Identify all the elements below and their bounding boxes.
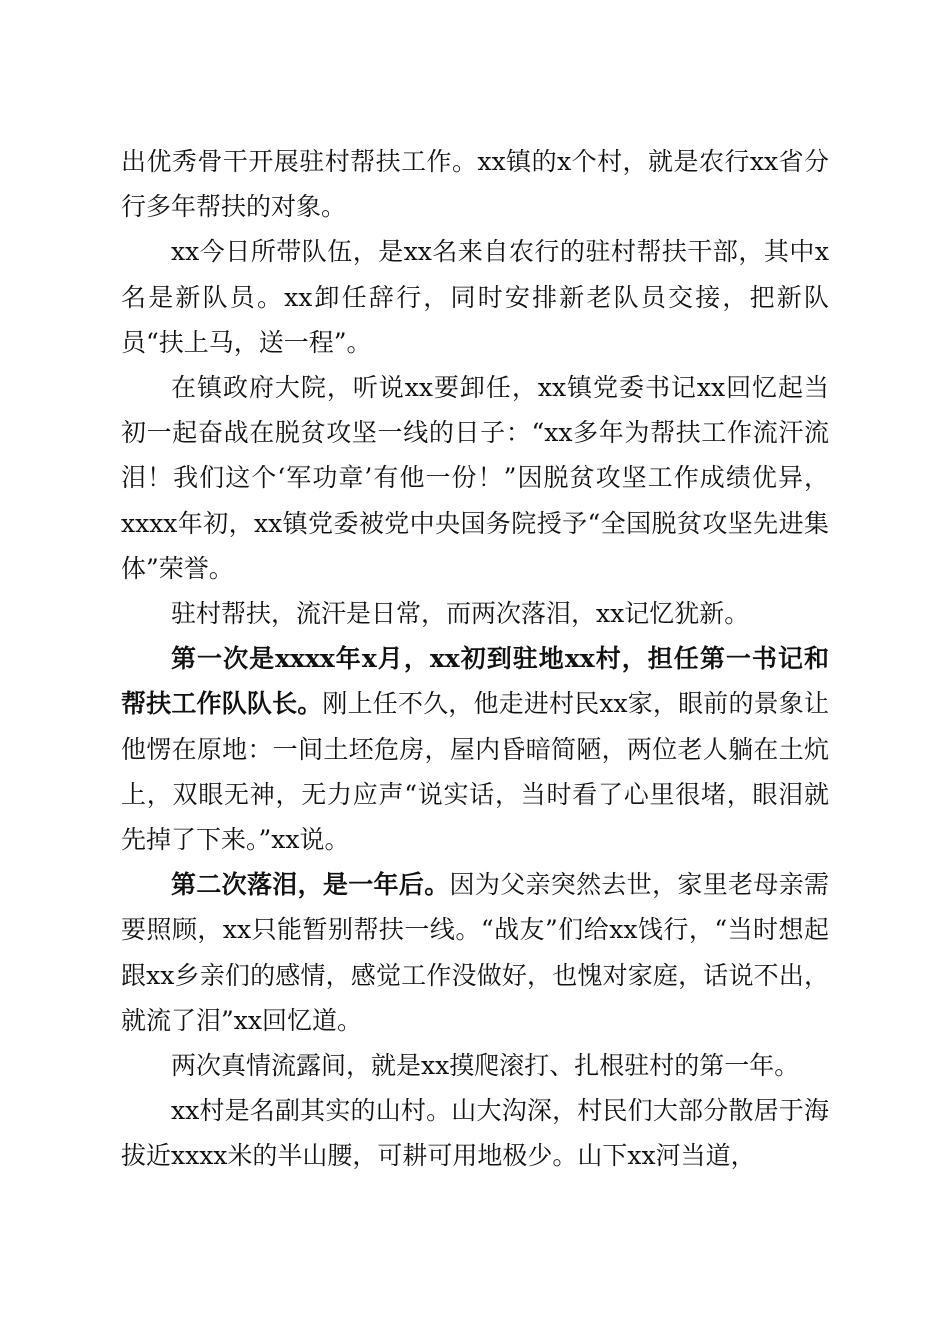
- paragraph-7: [121, 1043, 829, 1088]
- paragraph-lead-bold: 第二次落泪，是一年后。: [171, 870, 450, 900]
- paragraph-lead-bold: 第一次是xxxx年x月，xx初到驻地xx村，担任第一书记和帮扶工作队队长。: [121, 644, 829, 719]
- paragraph-text: 两次真情流露间，就是xx摸爬滚打、扎根驻村的第一年。: [171, 1051, 800, 1081]
- paragraph-text: 驻村帮扶，流汗是日常，而两次落泪，xx记忆犹新。: [171, 599, 750, 629]
- paragraph-4: [121, 591, 829, 636]
- paragraph-1: [121, 139, 829, 229]
- paragraph-text: xx村是名副其实的山村。山大沟深，村民们大部分散居于海拔近xxxx米的半山腰，可耕可用地极少。山下xx河当道，: [121, 1096, 829, 1171]
- paragraph-text: xx今日所带队伍，是xx名来自农行的驻村帮扶干部，其中x名是新队员。xx卸任辞行，同时安排新老队员交接，把新队员“扶上马，送一程”。: [121, 237, 829, 357]
- paragraph-text: 刚上任不久，他走进村民xx家，眼前的景象让他愣在原地：一间土坯危房，屋内昏暗简陋，两位老人躺在土炕上，双眼无神，无力应声“说实话，当时看了心里很堵，眼泪就先掉了下来。”xx说。: [121, 689, 829, 855]
- paragraph-text: 因为父亲突然去世，家里老母亲需要照顾，xx只能暂别帮扶一线。“战友”们给xx饯行，“当时想起跟xx乡亲们的感情，感觉工作没做好，也愧对家庭，话说不出，就流了泪”xx回忆道。: [121, 870, 829, 1035]
- paragraph-text: 出优秀骨干开展驻村帮扶工作。xx镇的x个村，就是农行xx省分行多年帮扶的对象。: [121, 147, 829, 222]
- paragraph-8: [121, 1088, 829, 1178]
- paragraph-text: 在镇政府大院，听说xx要卸任，xx镇党委书记xx回忆起当初一起奋战在脱贫攻坚一线的日子：“xx多年为帮扶工作流汗流泪！我们这个‘军功章’有他一份！”因脱贫攻坚工作成绩优异，xxxx年初，xx镇党委被党中央国务院授予“全国脱贫攻坚先进集体”荣誉。: [121, 373, 829, 583]
- paragraph-2: [121, 229, 829, 365]
- article-body: [121, 139, 829, 1179]
- paragraph-3: [121, 365, 829, 591]
- paragraph-5: [121, 636, 829, 862]
- paragraph-6: [121, 862, 829, 1043]
